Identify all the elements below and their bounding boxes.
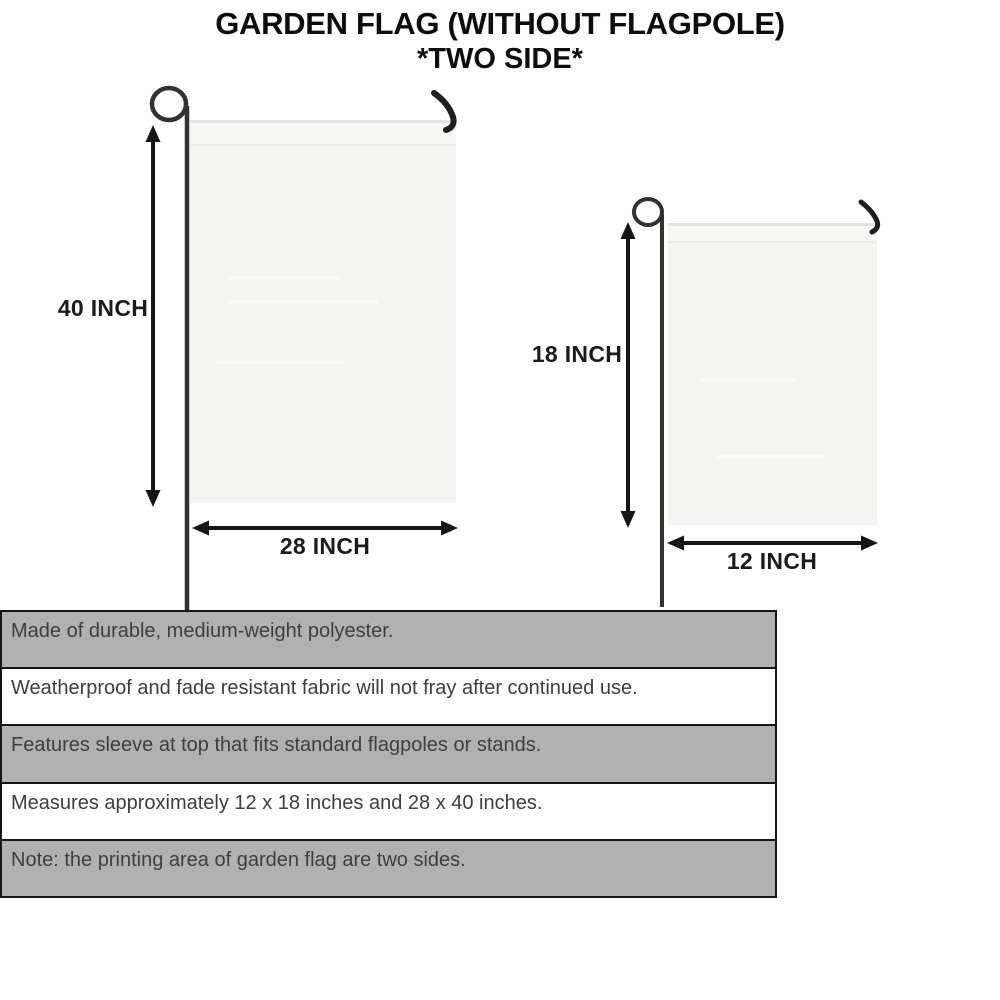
small-flag-fold-2 [715, 455, 825, 459]
feature-row-sleeve [2, 726, 775, 783]
small-flag [668, 223, 877, 525]
small-flag-width-label: 12 INCH [726, 548, 818, 574]
large-flag-top-edge [190, 120, 456, 123]
large-flag-fold-1 [228, 276, 340, 280]
small-flag-pole [634, 199, 662, 607]
feature-row-weatherproof [2, 669, 775, 726]
large-flag-fold-3 [215, 360, 345, 364]
small-flag-height-label: 18 INCH [531, 341, 623, 367]
small-flag-fabric [668, 223, 877, 525]
large-flag-fold-2 [228, 300, 378, 304]
feature-text: Made of durable, medium-weight polyester. [11, 620, 394, 642]
large-flag [190, 120, 456, 503]
small-flag-fold-1 [700, 378, 795, 382]
feature-text: Features sleeve at top that fits standard flagpoles or stands. [11, 734, 542, 757]
feature-text: Measures approximately 12 x 18 inches and 28 x 40 inches. [11, 791, 543, 814]
pole-loop-icon [152, 88, 186, 120]
feature-text: Note: the printing area of garden flag are two sides. [11, 848, 466, 871]
large-flag-fabric [190, 120, 456, 503]
title-line-2: *TWO SIDE* [417, 43, 583, 75]
arrow-18-inch [621, 222, 636, 528]
feature-table [0, 610, 777, 898]
feature-text: Weatherproof and fade resistant fabric will not fray after continued use. [11, 677, 638, 700]
small-flag-sleeve [668, 226, 877, 241]
small-flag-sleeve-seam [668, 241, 877, 243]
pole-loop-icon [634, 199, 662, 225]
small-flag-top-edge [668, 223, 877, 226]
large-flag-sleeve-seam [190, 144, 456, 146]
feature-row-material [2, 612, 775, 669]
feature-row-note [2, 841, 775, 896]
feature-row-measurements [2, 784, 775, 841]
large-flag-pole [152, 88, 187, 610]
large-flag-width-label: 28 INCH [279, 533, 371, 559]
large-flag-height-label: 40 INCH [57, 295, 149, 321]
title-line-1: GARDEN FLAG (WITHOUT FLAGPOLE) [215, 6, 785, 41]
large-flag-sleeve [190, 123, 456, 144]
